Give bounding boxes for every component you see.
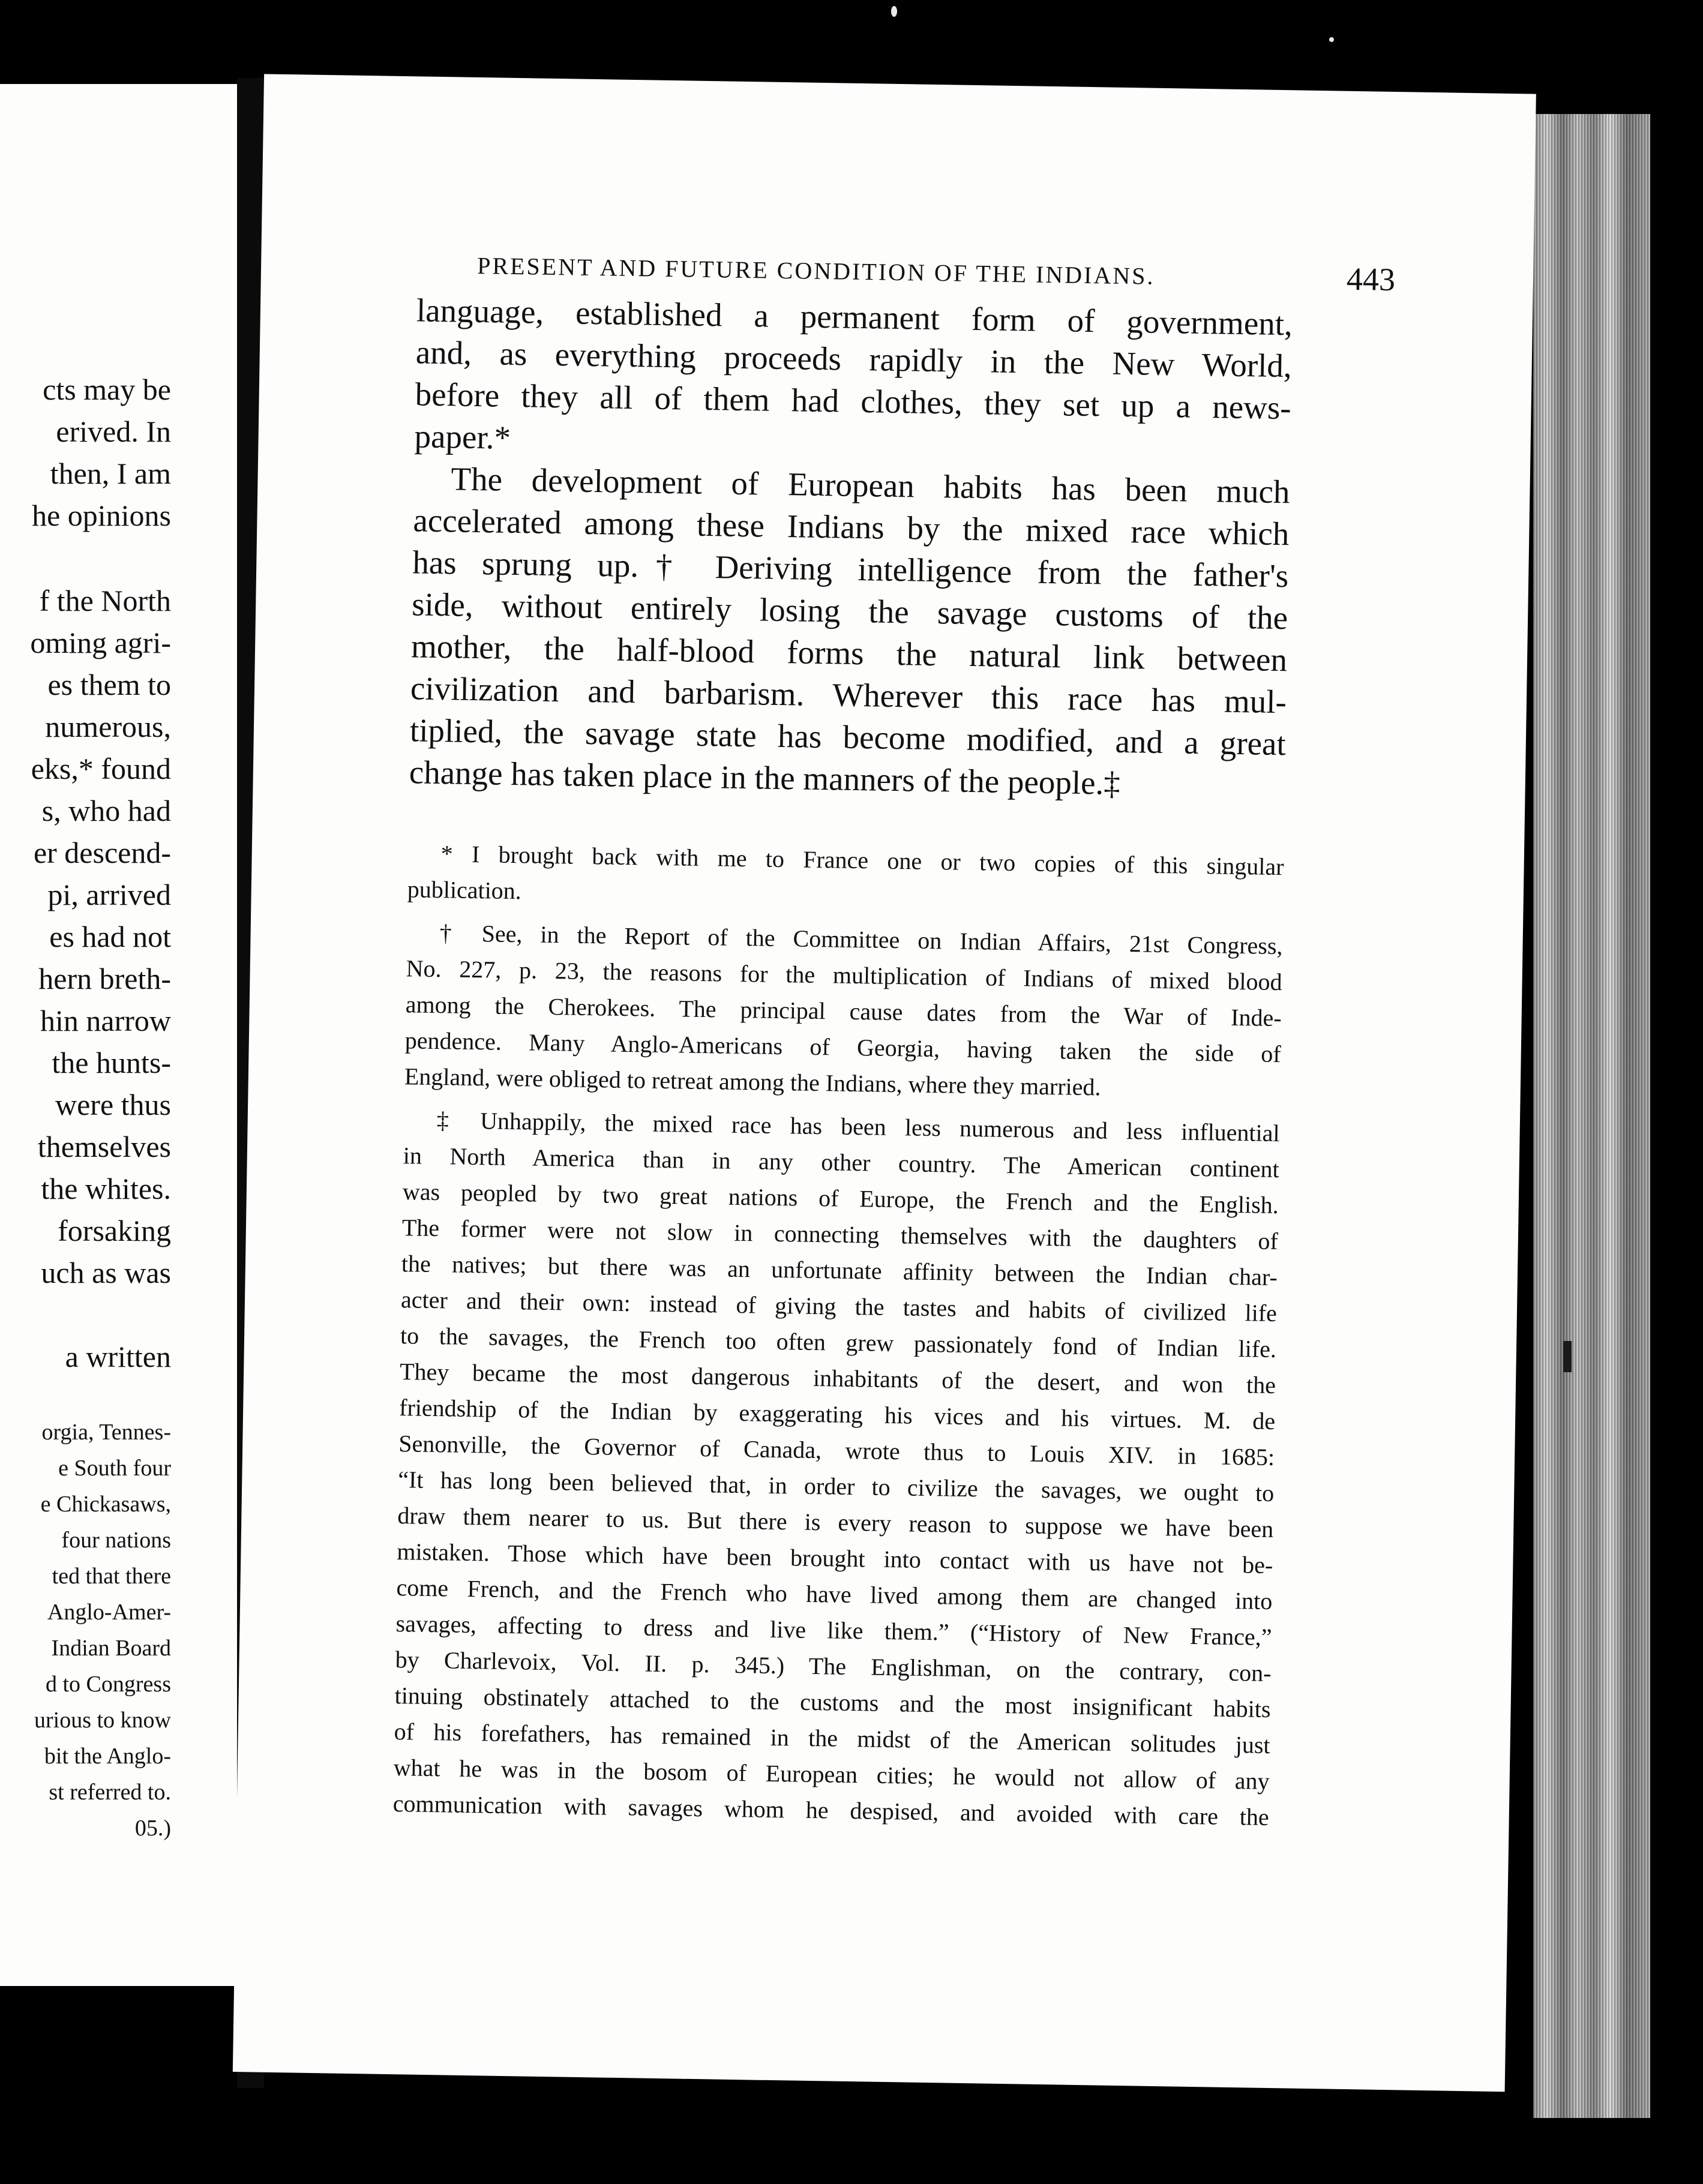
footnote-line: to the savages, the French too often grew passionately fond of Indian life. [400,1322,1277,1363]
body-line: and, as everything proceeds rapidly in the New World, [415,334,1293,385]
left-line: a written [65,1340,171,1373]
left-facing-page [0,84,237,1986]
page-number: 443 [1346,260,1396,298]
footnote-line: come French, and the French who have lived among them are changed into [396,1574,1273,1615]
left-line: hern breth- [38,962,171,995]
footnote-line: of his forefathers, has remained in the midst of the American solitudes just [394,1718,1270,1759]
left-note-line: urious to know [34,1708,171,1733]
footnote-line: what he was in the bosom of European cities; he would not allow of any [393,1754,1270,1795]
body-line: change has taken place in the manners of the people.‡ [409,754,1121,802]
footnote-line: The former were not slow in connecting themselves with the daughters of [401,1214,1279,1255]
footnote-line: publication. [407,875,522,905]
footnote-line: † See, in the Report of the Committee on Indian Affairs, 21st Congress, [439,919,1283,960]
left-note-line: bit the Anglo- [44,1744,171,1769]
left-line: then, I am [50,457,171,490]
left-note-line: 05.) [134,1816,171,1841]
footnote-line: savages, affecting to dress and live like them.” (“History of New France,” [395,1610,1272,1651]
left-line: erived. In [56,415,171,448]
footnote-line: tinuing obstinately attached to the customs and the most insignificant habits [394,1682,1271,1723]
footnote-line: England, were obliged to retreat among the Indians, where they married. [404,1063,1101,1101]
footnote-2 [404,914,1283,1108]
footnote-line: mistaken. Those which have been brought into contact with us have not be- [397,1538,1273,1579]
left-note-line: orgia, Tennes- [41,1420,171,1445]
footnote-line: communication with savages whom he despised, and avoided with care the [392,1790,1270,1831]
footnote-line: pendence. Many Anglo-Americans of Georgia, having taken the side of [404,1027,1282,1068]
body-line: The development of European habits has been much [451,460,1290,511]
footnote-line: “It has long been believed that, in order to civilize the savages, we ought to [398,1466,1275,1507]
left-line: the hunts- [52,1046,171,1079]
footnote-line: Senonville, the Governor of Canada, wrote thus to Louis XIV. in 1685: [398,1430,1275,1471]
footnote-line: draw them nearer to us. But there is every reason to suppose we have been [397,1502,1274,1543]
body-line: tiplied, the savage state has become modified, and a great [409,712,1287,763]
body-line: side, without entirely losing the savage customs of the [411,586,1288,637]
footnote-1 [407,835,1284,921]
footnote-line: among the Cherokees. The principal cause dates from the War of Inde- [405,991,1282,1032]
left-line: cts may be [43,373,171,406]
body-text [409,289,1293,807]
scan-speck [891,6,897,17]
footnote-line: They became the most dangerous inhabitants of the desert, and won the [399,1358,1276,1399]
left-note-line: four nations [61,1528,171,1553]
body-line: accelerated among these Indians by the mixed race which [413,502,1290,553]
left-note-line: ted that there [52,1564,171,1589]
footnote-line: the natives; but there was an unfortunate affinity between the Indian char- [401,1250,1278,1291]
running-head-title: PRESENT AND FUTURE CONDITION OF THE INDIANS. [476,251,1155,290]
left-line: hin narrow [40,1004,171,1037]
scan-speck [1329,37,1334,42]
footnote-line: friendship of the Indian by exaggerating his vices and his virtues. M. de [398,1394,1276,1435]
left-line: he opinions [32,499,171,532]
left-note-line: e Chickasaws, [40,1492,171,1517]
left-note-line: e South four [58,1456,171,1481]
left-line: f the North [39,584,171,617]
left-line: er descend- [33,836,171,869]
left-line: forsaking [58,1214,171,1247]
left-note-line: Anglo-Amer- [47,1600,171,1625]
book-page [233,74,1536,2092]
footnote-line: acter and their own: instead of giving the tastes and habits of civilized life [400,1286,1278,1327]
left-line: s, who had [41,794,171,827]
left-line: numerous, [45,710,171,743]
body-line: has sprung up.† Deriving intelligence from the father's [412,544,1289,595]
footnote-line: ‡ Unhappily, the mixed race has been less numerous and less influential [436,1106,1280,1147]
left-line: es had not [49,920,171,953]
page-edges-stack [1533,114,1650,2118]
left-line: uch as was [41,1256,171,1289]
left-line: the whites. [41,1172,171,1205]
body-line: before they all of them had clothes, they set up a news- [415,376,1292,427]
left-line: pi, arrived [47,878,171,911]
left-note-line: d to Congress [46,1672,171,1697]
footnote-line: by Charlevoix, Vol. II. p. 345.) The Englishman, on the contrary, con- [395,1646,1272,1687]
footnote-line: * I brought back with me to France one or two copies of this singular [440,840,1284,881]
footnote-3 [392,1102,1280,1835]
footnote-line: was peopled by two great nations of Europe, the French and the English. [402,1178,1279,1219]
body-line: paper.* [414,418,511,456]
body-line: civilization and barbarism. Wherever this race has mul- [410,670,1287,721]
left-line: themselves [37,1130,171,1163]
left-line: oming agri- [30,626,171,659]
left-note-line: st referred to. [49,1780,171,1805]
left-note-line: Indian Board [51,1636,171,1661]
footnotes [392,835,1284,1835]
body-line: mother, the half-blood forms the natural link between [410,628,1288,679]
left-line: were thus [55,1088,171,1121]
left-line: eks,* found [31,752,171,785]
footnote-line: in North America than in any other country. The American continent [403,1142,1280,1183]
footnote-line: No. 227, p. 23, the reasons for the multiplication of Indians of mixed blood [406,955,1282,996]
edge-mark [1563,1341,1572,1372]
body-line: language, established a permanent form of government, [416,292,1293,343]
left-line: es them to [47,668,171,701]
